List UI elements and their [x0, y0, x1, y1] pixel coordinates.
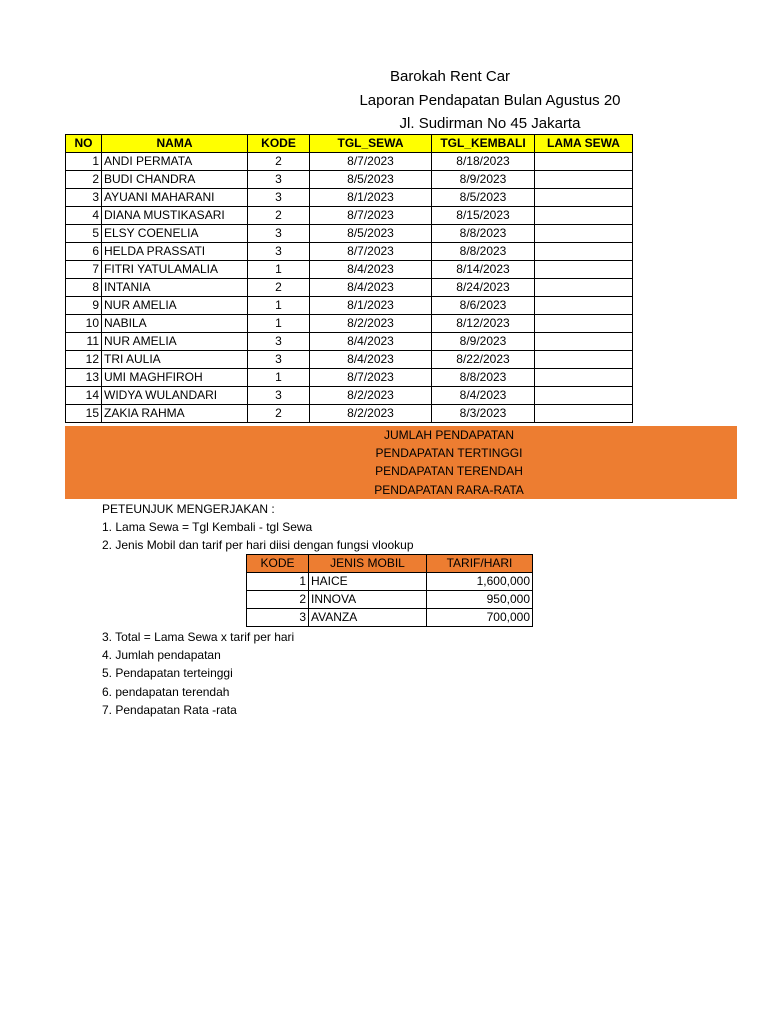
table-row [66, 261, 633, 279]
rate-cell-jenis[interactable]: AVANZA [309, 609, 427, 627]
cell-lama-sewa[interactable] [535, 333, 633, 351]
cell-tgl-sewa[interactable]: 8/2/2023 [310, 315, 432, 333]
table-row [66, 243, 633, 261]
cell-no[interactable]: 9 [66, 297, 102, 315]
table-row [66, 189, 633, 207]
cell-tgl-sewa[interactable]: 8/4/2023 [310, 261, 432, 279]
summary-block [65, 426, 737, 499]
cell-tgl-sewa[interactable]: 8/5/2023 [310, 171, 432, 189]
rate-cell-jenis[interactable]: HAICE [309, 573, 427, 591]
cell-kode[interactable]: 3 [248, 387, 310, 405]
cell-no[interactable]: 1 [66, 153, 102, 171]
table-row [66, 351, 633, 369]
rate-cell-tarif[interactable]: 700,000 [427, 609, 533, 627]
rate-cell-kode[interactable]: 3 [247, 609, 309, 627]
cell-tgl-kembali[interactable]: 8/12/2023 [432, 315, 535, 333]
cell-tgl-kembali[interactable]: 8/3/2023 [432, 405, 535, 423]
cell-kode[interactable]: 2 [248, 207, 310, 225]
cell-no[interactable]: 4 [66, 207, 102, 225]
cell-lama-sewa[interactable] [535, 351, 633, 369]
instruction-step-4: 4. Jumlah pendapatan [102, 648, 221, 662]
cell-nama[interactable]: FITRI YATULAMALIA [102, 261, 248, 279]
table-row [66, 405, 633, 423]
cell-lama-sewa[interactable] [535, 189, 633, 207]
cell-no[interactable]: 3 [66, 189, 102, 207]
cell-tgl-kembali[interactable]: 8/8/2023 [432, 225, 535, 243]
table-row [66, 333, 633, 351]
cell-nama[interactable]: INTANIA [102, 279, 248, 297]
rental-table [65, 134, 633, 423]
cell-lama-sewa[interactable] [535, 225, 633, 243]
cell-tgl-kembali[interactable]: 8/22/2023 [432, 351, 535, 369]
rate-header-row [247, 555, 533, 573]
col-header-lama-sewa[interactable]: LAMA SEWA [535, 135, 633, 153]
company-title: Barokah Rent Car [389, 68, 511, 85]
cell-tgl-kembali[interactable]: 8/5/2023 [432, 189, 535, 207]
cell-no[interactable]: 14 [66, 387, 102, 405]
cell-kode[interactable]: 1 [248, 315, 310, 333]
instruction-step-1: 1. Lama Sewa = Tgl Kembali - tgl Sewa [102, 520, 313, 534]
cell-nama[interactable]: HELDA PRASSATI [102, 243, 248, 261]
table-header-row [66, 135, 633, 153]
cell-lama-sewa[interactable] [535, 153, 633, 171]
cell-kode[interactable]: 3 [248, 225, 310, 243]
cell-nama[interactable]: DIANA MUSTIKASARI [102, 207, 248, 225]
table-row [66, 387, 633, 405]
report-title: Laporan Pendapatan Bulan Agustus 20 [359, 92, 621, 109]
cell-kode[interactable]: 2 [248, 279, 310, 297]
cell-nama[interactable]: NUR AMELIA [102, 333, 248, 351]
instruction-step-5: 5. Pendapatan terteinggi [102, 666, 233, 680]
rate-table [246, 554, 533, 627]
rate-row [247, 573, 533, 591]
cell-tgl-kembali[interactable]: 8/6/2023 [432, 297, 535, 315]
col-header-kode[interactable]: KODE [248, 135, 310, 153]
col-header-no[interactable]: NO [66, 135, 102, 153]
cell-kode[interactable]: 3 [248, 189, 310, 207]
cell-tgl-sewa[interactable]: 8/4/2023 [310, 333, 432, 351]
cell-nama[interactable]: AYUANI MAHARANI [102, 189, 248, 207]
cell-tgl-kembali[interactable]: 8/15/2023 [432, 207, 535, 225]
cell-lama-sewa[interactable] [535, 243, 633, 261]
instruction-step-2: 2. Jenis Mobil dan tarif per hari diisi dengan fungsi vlookup [102, 538, 414, 552]
table-row [66, 171, 633, 189]
cell-tgl-sewa[interactable]: 8/2/2023 [310, 387, 432, 405]
table-row [66, 279, 633, 297]
rate-col-kode[interactable]: KODE [247, 555, 309, 573]
cell-nama[interactable]: TRI AULIA [102, 351, 248, 369]
cell-tgl-kembali[interactable]: 8/8/2023 [432, 243, 535, 261]
table-row [66, 297, 633, 315]
cell-no[interactable]: 7 [66, 261, 102, 279]
summary-tertinggi[interactable]: PENDAPATAN TERTINGGI [375, 446, 523, 460]
rate-col-jenis[interactable]: JENIS MOBIL [309, 555, 427, 573]
table-row [66, 369, 633, 387]
cell-no[interactable]: 2 [66, 171, 102, 189]
cell-nama[interactable]: ELSY COENELIA [102, 225, 248, 243]
cell-no[interactable]: 10 [66, 315, 102, 333]
cell-tgl-kembali[interactable]: 8/4/2023 [432, 387, 535, 405]
cell-nama[interactable]: NABILA [102, 315, 248, 333]
rate-row [247, 591, 533, 609]
cell-nama[interactable]: BUDI CHANDRA [102, 171, 248, 189]
col-header-tgl-sewa[interactable]: TGL_SEWA [310, 135, 432, 153]
instructions-heading: PETEUNJUK MENGERJAKAN : [102, 502, 275, 516]
cell-no[interactable]: 11 [66, 333, 102, 351]
cell-nama[interactable]: NUR AMELIA [102, 297, 248, 315]
cell-tgl-sewa[interactable]: 8/1/2023 [310, 297, 432, 315]
cell-kode[interactable]: 3 [248, 243, 310, 261]
cell-tgl-sewa[interactable]: 8/2/2023 [310, 405, 432, 423]
cell-tgl-kembali[interactable]: 8/24/2023 [432, 279, 535, 297]
cell-kode[interactable]: 2 [248, 405, 310, 423]
rate-cell-kode[interactable]: 2 [247, 591, 309, 609]
cell-tgl-sewa[interactable]: 8/7/2023 [310, 243, 432, 261]
cell-tgl-kembali[interactable]: 8/9/2023 [432, 333, 535, 351]
cell-no[interactable]: 13 [66, 369, 102, 387]
cell-lama-sewa[interactable] [535, 207, 633, 225]
table-row [66, 207, 633, 225]
cell-no[interactable]: 15 [66, 405, 102, 423]
cell-kode[interactable]: 3 [248, 171, 310, 189]
col-header-tgl-kembali[interactable]: TGL_KEMBALI [432, 135, 535, 153]
cell-lama-sewa[interactable] [535, 279, 633, 297]
cell-tgl-kembali[interactable]: 8/9/2023 [432, 171, 535, 189]
cell-tgl-sewa[interactable]: 8/7/2023 [310, 207, 432, 225]
cell-no[interactable]: 8 [66, 279, 102, 297]
rate-col-tarif[interactable]: TARIF/HARI [427, 555, 533, 573]
cell-kode[interactable]: 3 [248, 351, 310, 369]
cell-nama[interactable]: ZAKIA RAHMA [102, 405, 248, 423]
cell-nama[interactable]: WIDYA WULANDARI [102, 387, 248, 405]
cell-no[interactable]: 6 [66, 243, 102, 261]
cell-tgl-sewa[interactable]: 8/7/2023 [310, 369, 432, 387]
cell-no[interactable]: 5 [66, 225, 102, 243]
cell-no[interactable]: 12 [66, 351, 102, 369]
instruction-step-6: 6. pendapatan terendah [102, 685, 230, 699]
cell-kode[interactable]: 1 [248, 369, 310, 387]
summary-terendah[interactable]: PENDAPATAN TERENDAH [375, 464, 523, 478]
summary-jumlah[interactable]: JUMLAH PENDAPATAN [383, 428, 515, 442]
cell-lama-sewa[interactable] [535, 369, 633, 387]
cell-tgl-sewa[interactable]: 8/1/2023 [310, 189, 432, 207]
col-header-nama[interactable]: NAMA [102, 135, 248, 153]
cell-kode[interactable]: 1 [248, 261, 310, 279]
cell-lama-sewa[interactable] [535, 261, 633, 279]
cell-tgl-sewa[interactable]: 8/5/2023 [310, 225, 432, 243]
cell-tgl-kembali[interactable]: 8/14/2023 [432, 261, 535, 279]
table-row [66, 225, 633, 243]
cell-lama-sewa[interactable] [535, 171, 633, 189]
summary-rata[interactable]: PENDAPATAN RARA-RATA [374, 483, 524, 497]
table-row [66, 153, 633, 171]
rate-cell-tarif[interactable]: 950,000 [427, 591, 533, 609]
rate-cell-kode[interactable]: 1 [247, 573, 309, 591]
rate-cell-tarif[interactable]: 1,600,000 [427, 573, 533, 591]
cell-lama-sewa[interactable] [535, 405, 633, 423]
instruction-step-7: 7. Pendapatan Rata -rata [102, 703, 237, 717]
rate-cell-jenis[interactable]: INNOVA [309, 591, 427, 609]
cell-kode[interactable]: 1 [248, 297, 310, 315]
cell-kode[interactable]: 2 [248, 153, 310, 171]
instruction-step-3: 3. Total = Lama Sewa x tarif per hari [102, 630, 295, 644]
cell-tgl-sewa[interactable]: 8/7/2023 [310, 153, 432, 171]
cell-lama-sewa[interactable] [535, 315, 633, 333]
rate-row [247, 609, 533, 627]
cell-nama[interactable]: UMI MAGHFIROH [102, 369, 248, 387]
table-row [66, 315, 633, 333]
cell-tgl-kembali[interactable]: 8/8/2023 [432, 369, 535, 387]
cell-tgl-kembali[interactable]: 8/18/2023 [432, 153, 535, 171]
cell-lama-sewa[interactable] [535, 297, 633, 315]
cell-lama-sewa[interactable] [535, 387, 633, 405]
cell-tgl-sewa[interactable]: 8/4/2023 [310, 351, 432, 369]
cell-nama[interactable]: ANDI PERMATA [102, 153, 248, 171]
cell-tgl-sewa[interactable]: 8/4/2023 [310, 279, 432, 297]
address-line: Jl. Sudirman No 45 Jakarta [399, 115, 581, 132]
cell-kode[interactable]: 3 [248, 333, 310, 351]
